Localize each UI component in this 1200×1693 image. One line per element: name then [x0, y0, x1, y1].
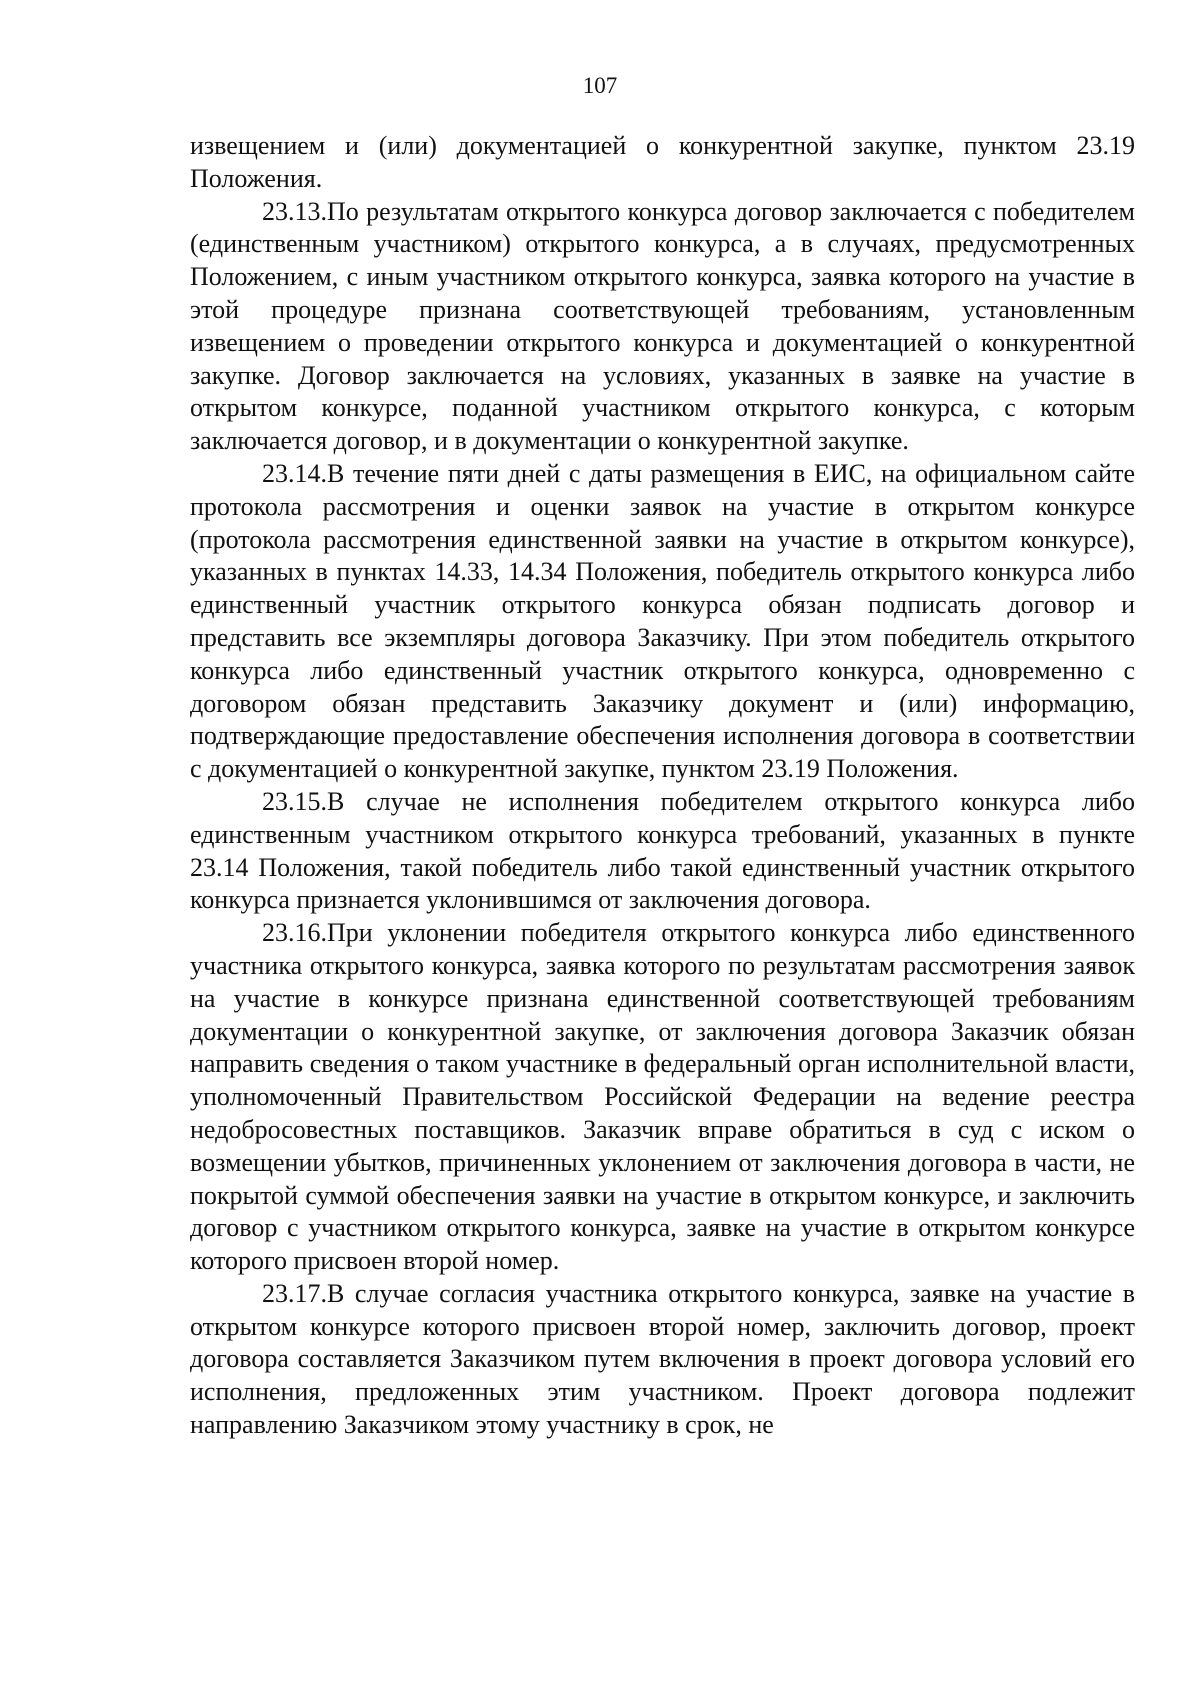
paragraph-23-15: 23.15.В случае не исполнения победителем открытого конкурса либо единственным участником открытого конкурса требований, указанных в пункте 23.14 Положения, такой победитель либо такой единственный участник открытого конкурса признается уклонившимся от заключения договора. — [190, 786, 1135, 915]
paragraph-continuation: извещением и (или) документацией о конкурентной закупке, пунктом 23.19 Положения. — [190, 131, 1135, 193]
paragraph-23-17: 23.17.В случае согласия участника открытого конкурса, заявке на участие в открытом конкурсе которого присвоен второй номер, заключить договор, проект договора составляется Заказчиком путем включения в проект договора условий его исполнения, предложенных этим участником. Проект договора подлежит направлению Заказчиком этому участнику в срок, не — [190, 1278, 1135, 1440]
paragraph-23-13: 23.13.По результатам открытого конкурса договор заключается с победителем (единственным участником) открытого конкурса, а в случаях, предусмотренных Положением, с иным участником открытого конкурса, заявка которого на участие в этой процедуре признана соответствующей требованиям, установленным извещением о проведении открытого конкурса и документацией о конкурентной закупке. Договор заключается на условиях, указанных в заявке на участие в открытом конкурсе, поданной участником открытого конкурса, с которым заключается договор, и в документации о конкурентной закупке. — [190, 196, 1135, 456]
paragraph-23-14: 23.14.В течение пяти дней с даты размещения в ЕИС, на официальном сайте протокола рассмотрения и оценки заявок на участие в открытом конкурсе (протокола рассмотрения единственной заявки на участие в открытом конкурсе), указанных в пунктах 14.33, 14.34 Положения, победитель открытого конкурса либо единственный участник открытого конкурса обязан подписать договор и представить все экземпляры договора Заказчику. При этом победитель открытого конкурса либо единственный участник открытого конкурса, одновременно с договором обязан представить Заказчику документ и (или) информацию, подтверждающие предоставление обеспечения исполнения договора в соответствии с документацией о конкурентной закупке, пунктом 23.19 Положения. — [190, 458, 1135, 784]
page-number: 107 — [582, 73, 618, 98]
paragraph-23-16: 23.16.При уклонении победителя открытого конкурса либо единственного участника открытого конкурса, заявка которого по результатам рассмотрения заявок на участие в конкурсе признана единственной соответствующей требованиям документации о конкурентной закупке, от заключения договора Заказчик обязан направить сведения о таком участнике в федеральный орган исполнительной власти, уполномоченный Правительством Российской Федерации на ведение реестра недобросовестных поставщиков. Заказчик вправе обратиться в суд с иском о возмещении убытков, причиненных уклонением от заключения договора в части, не покрытой суммой обеспечения заявки на участие в открытом конкурсе, и заключить договор с участником открытого конкурса, заявке на участие в открытом конкурсе которого присвоен второй номер. — [190, 918, 1135, 1276]
document-body — [190, 130, 1135, 1442]
